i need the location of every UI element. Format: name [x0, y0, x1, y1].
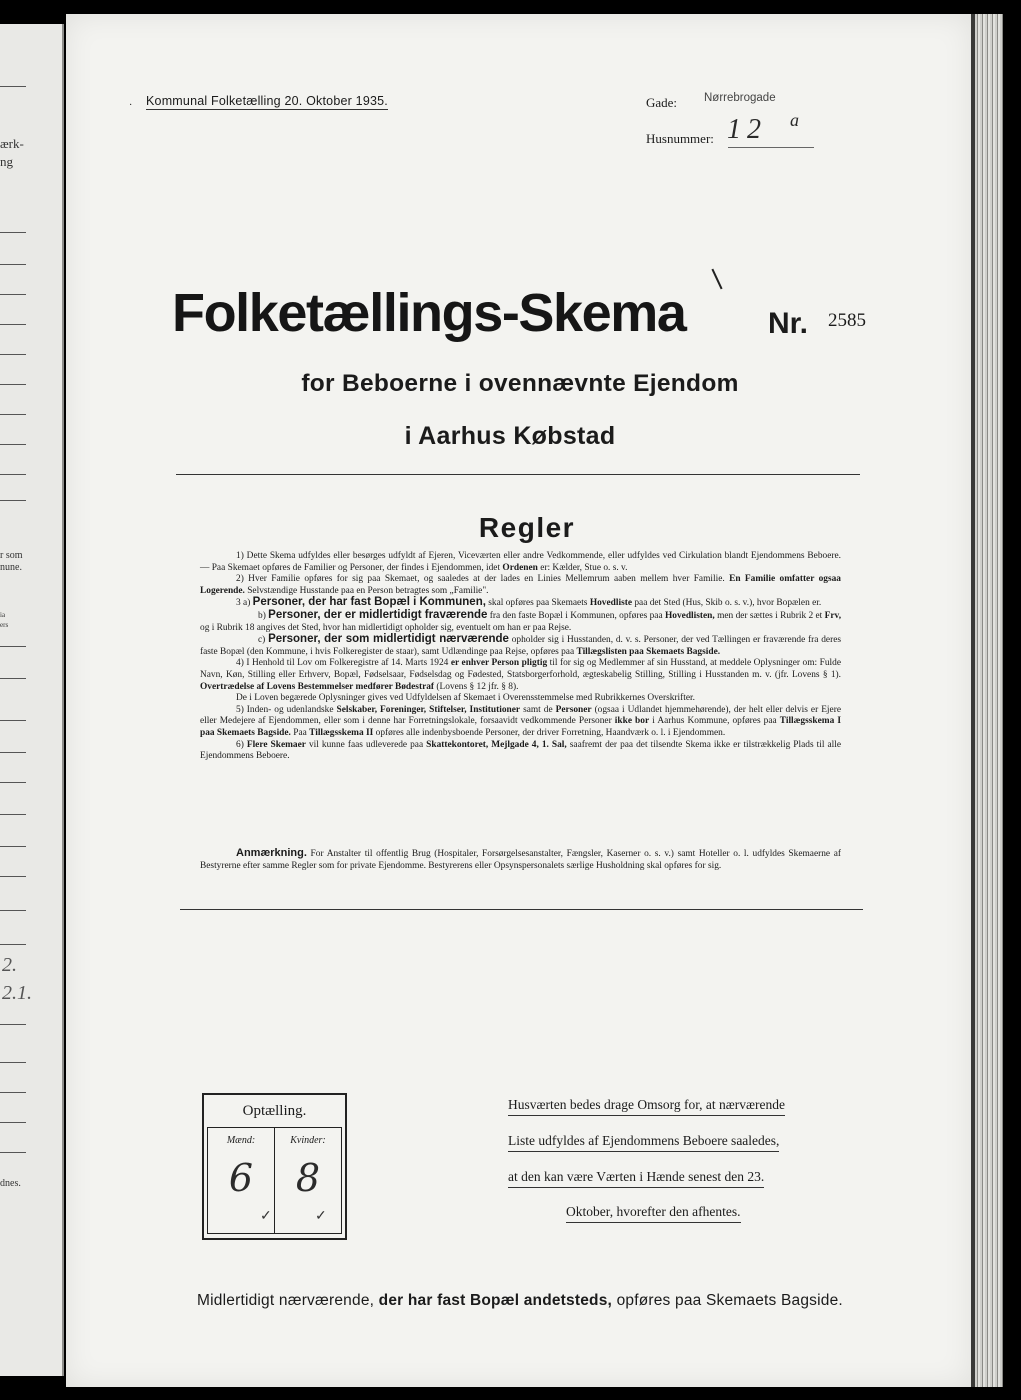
- page-stack-edge: [975, 14, 1003, 1387]
- divider: [0, 814, 26, 815]
- remark-paragraph: [200, 848, 841, 872]
- rule-4: 4) I Henhold til Lov om Folkeregistre af 14. Marts 1924 er enhver Person pligtig til for sig og Medlemmer af sin Husstand, at meddele Oplysninger om: Fulde Navn, Køn, Stilling eller Erhverv, Bopæl, Fødselsaar, Fødselsdag og Fødested, Statsborgerforhold, ægteskabelig Stilling, Stilling i Husstanden m. v. (jfr. Lovens § 1). Overtrædelse af Lovens Bestemmelser medfører Bødestraf (Lovens § 12 jfr. § 8).: [200, 658, 841, 692]
- divider: [176, 474, 860, 475]
- notice-line: Oktober, hvorefter den afhentes.: [566, 1204, 741, 1223]
- rule-4b: De i Loven begærede Oplysninger gives ved Udfyldelsen af Skemaet i Overensstemmelse med Rubrikkernes Overskrifter.: [236, 693, 695, 704]
- divider: [0, 264, 26, 265]
- notice-line: Liste udfyldes af Ejendommens Beboere saaledes,: [508, 1133, 779, 1152]
- check-icon: ✓: [315, 1209, 327, 1224]
- notice-line: at den kan være Værten i Hænde senest den 23.: [508, 1169, 764, 1188]
- men-label: Mænd:: [226, 1135, 256, 1146]
- divider: [0, 678, 26, 679]
- divider: [0, 876, 26, 877]
- women-count: 8: [295, 1156, 321, 1200]
- men-count: 6: [228, 1156, 254, 1200]
- form-number-label: Nr.: [768, 307, 809, 340]
- count-box-title: Optælling.: [242, 1103, 307, 1119]
- rule-3b: b) Personer, der er midlertidigt fraværende fra den faste Bopæl i Kommunen, opføres paa Hovedlisten, men der sættes i Rubrik 2 et Frv, og i Rubrik 18 angives det Sted, hvor han midlertidigt opholder sig, eventuelt om han er paa Rejse.: [200, 608, 842, 633]
- handwritten-note: 2.1.: [2, 982, 32, 1004]
- rule-6: 6) Flere Skemaer vil kunne faas udleverede paa Skattekontoret, Mejlgade 4, 1. Sal, saafremt der paa det tilsendte Skema ikke er tilstrækkelig Plads til alle Ejendommens Beboere.: [200, 739, 842, 762]
- women-column: [274, 1128, 341, 1233]
- divider: [0, 944, 26, 945]
- divider: [180, 909, 863, 910]
- rule-2: 2) Hver Familie opføres for sig paa Skemaet, og saaledes at der lades en Linies Mellemrum aaben mellem hver Familie. En Familie omfatter ogsaa Logerende. Selvstændige Husstande paa en Person betragtes som „Familie".: [200, 574, 841, 596]
- text-fragment: nune.: [0, 562, 22, 573]
- text-fragment: ærk-: [0, 136, 24, 151]
- rule-1: 1) Dette Skema udfyldes eller besørges udfyldt af Ejeren, Viceværten eller andre Vedkommende, eller udfyldes ved Cirkulation blandt Ejendommens Beboere. — Paa Skemaet opføres de Familier og Personer, der findes i Ejendommen, idet Ordenen er: Kælder, Stue o. s. v.: [200, 551, 841, 573]
- divider: [0, 1024, 26, 1025]
- rule-3c: c) Personer, der som midlertidigt nærværende opholder sig i Husstanden, d. v. s. Personer, der ved Tællingen er fraværende fra deres faste Bopæl (den Kommune, i hvis Folkeregister de staar), samt Udlændinge paa Rejse, opføres paa Tillægslisten paa Skemaets Bagside.: [200, 633, 842, 657]
- census-date-line: Kommunal Folketælling 20. Oktober 1935.: [146, 94, 388, 108]
- divider: [0, 1122, 26, 1123]
- divider: [0, 294, 26, 295]
- husnummer-underline: [728, 147, 814, 148]
- divider: [0, 1152, 26, 1153]
- divider: [0, 86, 26, 87]
- form-title: Folketællings-Skema: [172, 283, 686, 343]
- women-label: Kvinder:: [290, 1135, 326, 1146]
- divider: [0, 846, 26, 847]
- divider: [0, 646, 26, 647]
- divider: [0, 232, 26, 233]
- text-fragment: dnes.: [0, 1178, 21, 1189]
- count-table: [207, 1127, 342, 1234]
- form-number: 2585: [828, 310, 866, 331]
- divider: [0, 500, 26, 501]
- notice-line: Husværten bedes drage Omsorg for, at nærværende: [508, 1097, 785, 1116]
- gade-value: Nørrebrogade: [704, 92, 776, 104]
- subtitle-city: i Aarhus Købstad: [404, 422, 616, 450]
- count-box: [202, 1093, 347, 1240]
- divider: [0, 782, 26, 783]
- text-fragment: ia: [0, 611, 6, 619]
- husnummer-suffix: a: [790, 110, 799, 130]
- divider: [0, 1062, 26, 1063]
- remark-heading: Anmærkning.: [236, 847, 307, 859]
- divider: [0, 354, 26, 355]
- divider: [0, 324, 26, 325]
- text-fragment: ng: [0, 154, 13, 169]
- divider: [0, 474, 26, 475]
- subtitle: for Beboerne i ovennævnte Ejendom: [301, 370, 739, 397]
- text-fragment: r som: [0, 550, 23, 561]
- husnummer-value: 12: [727, 114, 767, 145]
- dot-mark: ·: [129, 100, 133, 111]
- check-icon: ✓: [260, 1209, 272, 1224]
- rules-body: [200, 551, 841, 763]
- remark-text: For Anstalter til offentlig Brug (Hospitaler, Forsørgelsesanstalter, Fængsler, Kaserner o. s. v.) samt Hoteller o. l. udfyldes Skemaerne af Bestyrerne efter samme Regler som for private Ejendomme. Bestyrerens eller Opsynspersonalets særlige Husholdning skal opføres for sig.: [200, 849, 842, 871]
- rule-3a: 3 a) Personer, der har fast Bopæl i Kommunen, skal opføres paa Skemaets Hovedliste paa det Sted (Hus, Skib o. s. v.), hvor Bopælen er.: [236, 596, 822, 609]
- gade-label: Gade:: [646, 95, 678, 110]
- divider: [0, 910, 26, 911]
- rule-5: 5) Inden- og udenlandske Selskaber, Foreninger, Stiftelser, Institutioner samt de Personer (ogsaa i Udlandet hjemmehørende), der helt eller delvis er Ejere eller Medejere af Ejendommen, eller som i denne har Forretningslokale, forsaavidt vedkommende Personer ikke bor i Aarhus Kommune, opføres paa Tillægsskema I paa Skemaets Bagside. Paa Tillægsskema II opføres alle indenbysboende Personer, der driver Forretning, Haandværk o. l. i Ejendommen.: [200, 704, 842, 738]
- divider: [0, 752, 26, 753]
- divider: [0, 1092, 26, 1093]
- rules-heading: Regler: [478, 512, 576, 543]
- handwritten-note: 2.: [2, 954, 17, 976]
- text-fragment: ers: [0, 621, 9, 629]
- divider: [0, 414, 26, 415]
- husnummer-label: Husnummer:: [646, 131, 714, 146]
- footer-note: Midlertidigt nærværende, der har fast Bopæl andetsteds, opføres paa Skemaets Bagside.: [197, 1292, 843, 1309]
- men-column: [208, 1128, 274, 1233]
- left-page-fragment: [0, 24, 64, 1376]
- divider: [0, 720, 26, 721]
